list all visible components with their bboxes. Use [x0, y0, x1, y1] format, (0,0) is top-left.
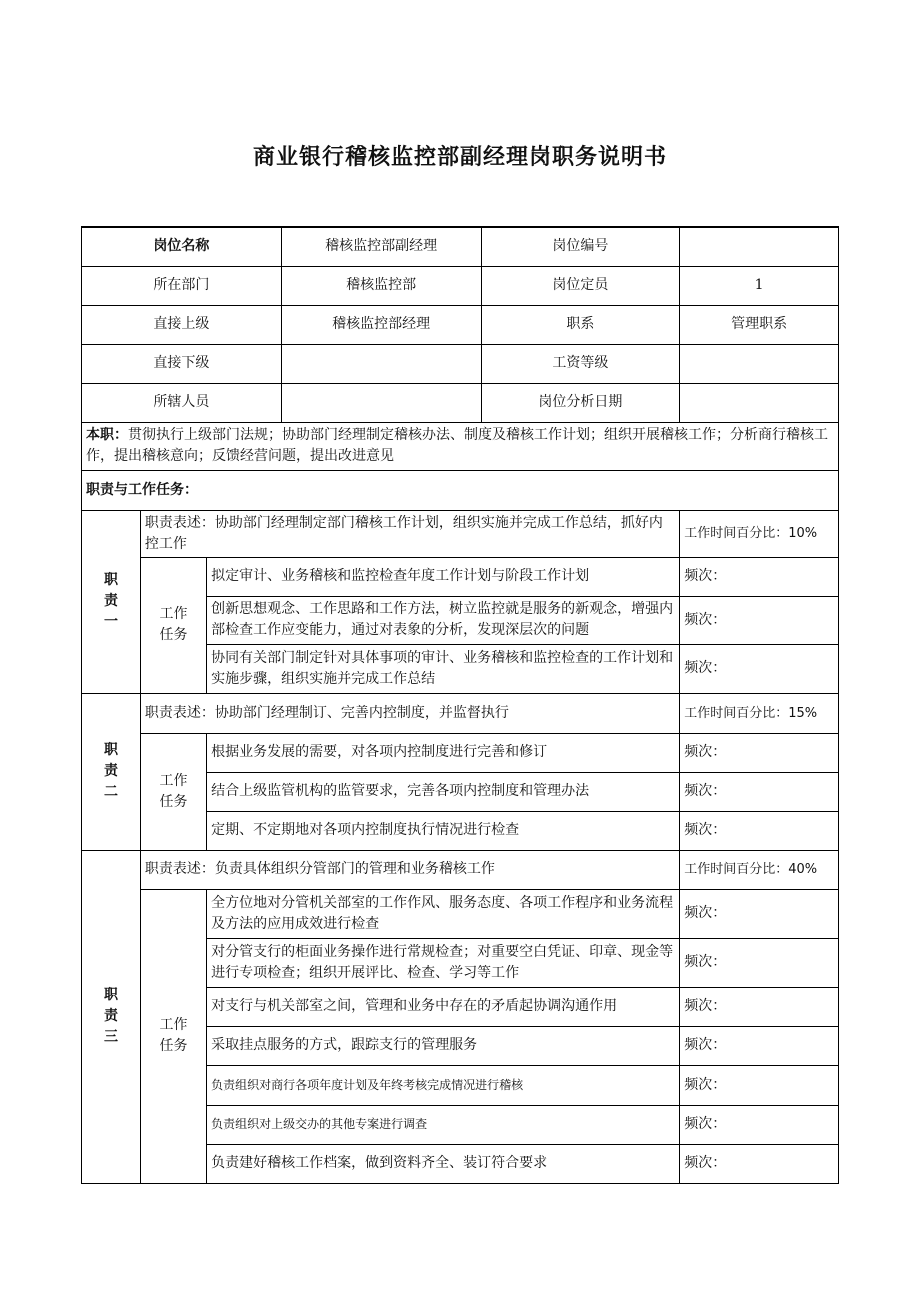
duty-2-task-2: 结合上级监管机构的监管要求，完善各项内控制度和管理办法: [207, 772, 680, 811]
value-position-code: [680, 227, 839, 266]
summary-text: 贯彻执行上级部门法规；协助部门经理制定稽核办法、制度及稽核工作计划；组织开展稽核工作；分析商行稽核工作，提出稽核意向；反馈经营问题，提出改进意见: [86, 427, 828, 464]
section-title-row: [82, 470, 839, 510]
value-position-name: 稽核监控部副经理: [281, 227, 481, 266]
duty-1-task-3: 协同有关部门制定针对具体事项的审计、业务稽核和监控检查的工作计划和实施步骤，组织实施并完成工作总结: [207, 644, 680, 693]
basic-row-3: [82, 305, 839, 344]
duty-3-statement-row: [82, 850, 839, 889]
duty-3-freq-5: 频次：: [680, 1065, 839, 1105]
value-staff: [281, 383, 481, 422]
duty-3-task-label: 工作 任务: [140, 889, 206, 1183]
duty-1-freq-2: 频次：: [680, 596, 839, 644]
duty-2-freq-3: 频次：: [680, 811, 839, 850]
duty-3-task-row: [82, 889, 839, 938]
label-analysis-date: 岗位分析日期: [481, 383, 680, 422]
duty-1-label: 职 责 一: [82, 510, 141, 693]
label-direct-superior: 直接上级: [82, 305, 282, 344]
label-salary-grade: 工资等级: [481, 344, 680, 383]
basic-row-2: [82, 266, 839, 305]
value-salary-grade: [680, 344, 839, 383]
summary-label: 本职：: [86, 427, 128, 443]
document-title: 商业银行稽核监控部副经理岗职务说明书: [252, 145, 667, 170]
label-staff: 所辖人员: [82, 383, 282, 422]
duty-1-freq-3: 频次：: [680, 644, 839, 693]
duty-3-task-3: 对支行与机关部室之间，管理和业务中存在的矛盾起协调沟通作用: [207, 987, 680, 1026]
duty-2-task-3: 定期、不定期地对各项内控制度执行情况进行检查: [207, 811, 680, 850]
duty-1-statement-row: [82, 510, 839, 557]
label-job-family: 职系: [481, 305, 680, 344]
duty-2-statement-row: [82, 693, 839, 733]
basic-row-5: [82, 383, 839, 422]
duty-3-freq-6: 频次：: [680, 1105, 839, 1144]
label-department: 所在部门: [82, 266, 282, 305]
duty-1-task-label: 工作 任务: [140, 557, 206, 693]
duty-3-task-7: 负责建好稽核工作档案，做到资料齐全、装订符合要求: [207, 1144, 680, 1183]
duty-1-task-2: 创新思想观念、工作思路和工作方法，树立监控就是服务的新观念，增强内部检查工作应变能力，通过对表象的分析，发现深层次的问题: [207, 596, 680, 644]
duty-3-task-6: 负责组织对上级交办的其他专案进行调查: [207, 1105, 680, 1144]
duty-1-freq-1: 频次：: [680, 557, 839, 596]
duty-3-task-5: 负责组织对商行各项年度计划及年终考核完成情况进行稽核: [207, 1065, 680, 1105]
duty-2-task-1: 根据业务发展的需要，对各项内控制度进行完善和修订: [207, 733, 680, 772]
duty-3-freq-4: 频次：: [680, 1026, 839, 1065]
duty-3-percent: 工作时间百分比：40%: [680, 850, 839, 889]
value-direct-superior: 稽核监控部经理: [281, 305, 481, 344]
value-job-family: 管理职系: [680, 305, 839, 344]
duty-1-percent: 工作时间百分比：10%: [680, 510, 839, 557]
duty-1-task-row: [82, 557, 839, 596]
duty-3-label: 职 责 三: [82, 850, 141, 1183]
duty-2-freq-2: 频次：: [680, 772, 839, 811]
value-direct-subordinate: [281, 344, 481, 383]
duty-2-statement: 职责表述：协助部门经理制订、完善内控制度，并监督执行: [140, 693, 679, 733]
section-title: 职责与工作任务：: [82, 470, 839, 510]
job-summary: [82, 422, 839, 470]
duty-3-freq-3: 频次：: [680, 987, 839, 1026]
label-position-code: 岗位编号: [481, 227, 680, 266]
duty-2-label: 职 责 二: [82, 693, 141, 850]
duty-2-task-label: 工作 任务: [140, 733, 206, 850]
summary-row: [82, 422, 839, 470]
duty-3-freq-7: 频次：: [680, 1144, 839, 1183]
value-analysis-date: [680, 383, 839, 422]
duty-3-freq-1: 频次：: [680, 889, 839, 938]
duty-3-statement: 职责表述：负责具体组织分管部门的管理和业务稽核工作: [140, 850, 679, 889]
duty-2-percent: 工作时间百分比：15%: [680, 693, 839, 733]
duty-1-task-1: 拟定审计、业务稽核和监控检查年度工作计划与阶段工作计划: [207, 557, 680, 596]
label-headcount: 岗位定员: [481, 266, 680, 305]
duty-1-statement: 职责表述：协助部门经理制定部门稽核工作计划，组织实施并完成工作总结，抓好内控工作: [140, 510, 679, 557]
basic-row-1: [82, 227, 839, 266]
duty-3-task-1: 全方位地对分管机关部室的工作作风、服务态度、各项工作程序和业务流程及方法的应用成效进行检查: [207, 889, 680, 938]
value-headcount: 1: [680, 266, 839, 305]
duty-2-task-row: [82, 733, 839, 772]
value-department: 稽核监控部: [281, 266, 481, 305]
job-description-table: [81, 226, 839, 1184]
label-position-name: 岗位名称: [82, 227, 282, 266]
basic-row-4: [82, 344, 839, 383]
label-direct-subordinate: 直接下级: [82, 344, 282, 383]
duty-3-task-4: 采取挂点服务的方式，跟踪支行的管理服务: [207, 1026, 680, 1065]
duty-2-freq-1: 频次：: [680, 733, 839, 772]
duty-3-task-2: 对分管支行的柜面业务操作进行常规检查；对重要空白凭证、印章、现金等进行专项检查；组织开展评比、检查、学习等工作: [207, 938, 680, 987]
duty-3-freq-2: 频次：: [680, 938, 839, 987]
